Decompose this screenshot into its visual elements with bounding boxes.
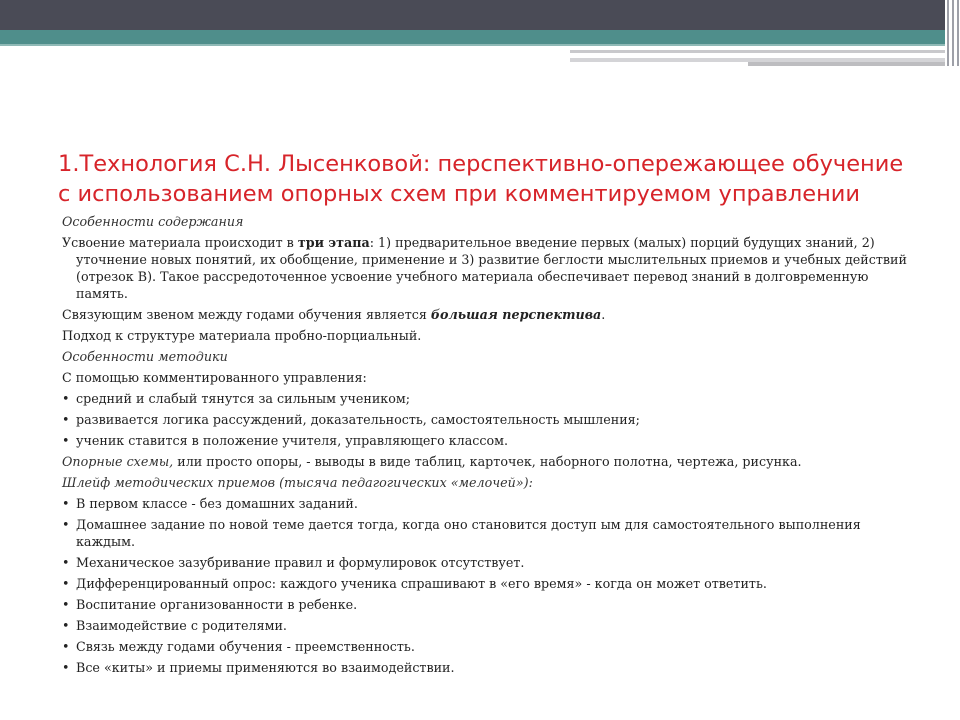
bullet-dot: • (62, 618, 70, 633)
paragraph-commented: С помощью комментированного управления: (62, 370, 367, 385)
bullet-text: В первом классе - без домашних заданий. (76, 496, 358, 511)
header-dark-bar (0, 0, 960, 30)
bullet-dot: • (62, 597, 70, 612)
bullet-text: Дифференцированный опрос: каждого ученика спрашивают в «его время» - когда он может ответить. (76, 576, 767, 591)
italic-term: Опорные схемы, (62, 454, 174, 469)
bullet-item (62, 554, 922, 571)
bullet-item (62, 638, 922, 655)
bullet-item (62, 432, 922, 449)
bullet-text: Домашнее задание по новой теме дается тогда, когда оно становится доступ ым для самостоятельного выполнения каждым. (76, 517, 861, 549)
header-edge-stripe (957, 0, 959, 66)
slide-title: 1.Технология С.Н. Лысенковой: перспективно-опережающее обучение с использованием опорных схем при комментируемом управлении (58, 151, 904, 207)
bullet-text: Механическое зазубривание правил и формулировок отсутствует. (76, 555, 525, 570)
paragraph-techniques: Шлейф методических приемов (тысяча педагогических «мелочей»): (62, 475, 533, 490)
bullet-dot: • (62, 433, 70, 448)
paragraph-approach: Подход к структуре материала пробно-порциальный. (62, 328, 422, 343)
header-teal-line (0, 44, 945, 46)
bullet-item (62, 516, 922, 550)
bullet-item (62, 390, 922, 407)
content-heading: Особенности содержания (62, 214, 244, 229)
header-edge-stripe (947, 0, 949, 66)
bullet-dot: • (62, 660, 70, 675)
header-teal-band (0, 30, 945, 44)
bullet-dot: • (62, 391, 70, 406)
bullet-dot: • (62, 576, 70, 591)
slide-content (62, 213, 922, 680)
bullet-item (62, 596, 922, 613)
bullet-text: Все «киты» и приемы применяются во взаимодействии. (76, 660, 455, 675)
header-grey-line (570, 50, 945, 53)
bold-term: три этапа (297, 235, 370, 250)
bullet-text: Связь между годами обучения - преемственность. (76, 639, 415, 654)
paragraph-text: . (601, 307, 606, 322)
bullet-text: Воспитание организованности в ребенке. (76, 597, 358, 612)
bullet-dot: • (62, 555, 70, 570)
bullet-text: ученик ставится в положение учителя, управляющего классом. (76, 433, 509, 448)
paragraph-text: Усвоение материала происходит в (62, 235, 298, 250)
paragraph-text: или просто опоры, - выводы в виде таблиц, карточек, наборного полотна, чертежа, рисунка. (173, 454, 802, 469)
bullet-item (62, 411, 922, 428)
bullet-text: Взаимодействие с родителями. (76, 618, 287, 633)
bullet-item (62, 495, 922, 512)
paragraph-stages (62, 234, 922, 302)
bullet-text: развивается логика рассуждений, доказательность, самостоятельность мышления; (76, 412, 640, 427)
bullet-item (62, 659, 922, 676)
bullet-list-b (62, 495, 922, 676)
bullet-text: средний и слабый тянутся за сильным учеником; (76, 391, 410, 406)
bullet-dot: • (62, 639, 70, 654)
bullet-dot: • (62, 412, 70, 427)
header-edge-stripe (952, 0, 954, 66)
bold-term: большая перспектива (430, 307, 602, 322)
paragraph-schemes (62, 453, 922, 470)
method-heading: Особенности методики (62, 349, 228, 364)
paragraph-text: : 1) предварительное введение первых (малых) порций будущих знаний, 2) уточнение новых понятий, их обобщение, применение и 3) развитие беглости мыслительных приемов и учебных действий (отрезок В). Такое рассредоточенное усвоение учебного материала обеспечивает перевод знаний в долговременную память. (76, 235, 907, 301)
bullet-item (62, 575, 922, 592)
paragraph-perspective (62, 306, 922, 323)
bullet-list-a (62, 390, 922, 449)
bullet-item (62, 617, 922, 634)
header-grey-line (748, 62, 945, 66)
bullet-dot: • (62, 517, 70, 532)
bullet-dot: • (62, 496, 70, 511)
paragraph-text: Связующим звеном между годами обучения является (62, 307, 431, 322)
